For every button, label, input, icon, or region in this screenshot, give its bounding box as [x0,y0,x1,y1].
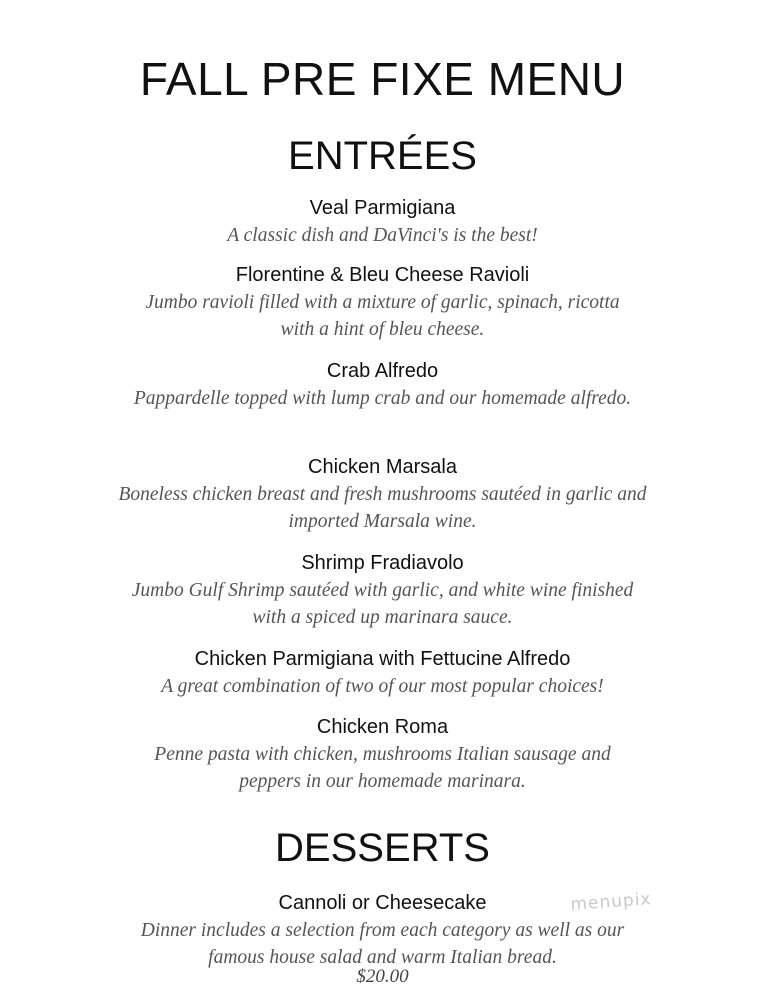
price-label: $20.00 [356,966,409,987]
item-description: Pappardelle topped with lump crab and our homemade alfredo. [133,388,632,409]
menu-item-shrimp-fradiavolo [0,549,765,631]
menu-item-florentine-ravioli [0,261,765,343]
item-description: Dinner includes a selection from each category as well as our famous house salad and warm Italian bread. [140,920,625,968]
item-name: Chicken Marsala [308,456,457,478]
desserts-heading: DESSERTS [275,826,490,870]
item-name: Chicken Roma [316,716,449,738]
item-description: Jumbo ravioli filled with a mixture of garlic, spinach, ricotta with a hint of bleu cheese. [145,292,620,340]
item-name: Cannoli or Cheesecake [278,892,487,914]
menu-item-chicken-parmigiana-fettucine [0,645,765,700]
item-name: Chicken Parmigiana with Fettucine Alfredo [194,648,571,670]
item-description: A great combination of two of our most popular choices! [161,676,604,697]
watermark-text: menupix [569,889,653,915]
menu-item-chicken-roma [0,713,765,795]
menu-title: FALL PRE FIXE MENU [139,53,626,105]
item-name: Shrimp Fradiavolo [301,552,464,574]
item-name: Crab Alfredo [326,360,439,382]
item-description: Penne pasta with chicken, mushrooms Italian sausage and peppers in our homemade marinara. [154,744,611,792]
item-description: A classic dish and DaVinci's is the best! [227,225,538,246]
item-description: Jumbo Gulf Shrimp sautéed with garlic, and white wine finished with a spiced up marinara sauce. [131,580,634,628]
menu-item-chicken-marsala [0,453,765,535]
menu-item-crab-alfredo [0,357,765,412]
menu-item-veal-parmigiana [0,194,765,249]
item-description: Boneless chicken breast and fresh mushrooms sautéed in garlic and imported Marsala wine. [118,484,647,532]
item-name: Florentine & Bleu Cheese Ravioli [235,264,530,286]
item-name: Veal Parmigiana [309,197,456,219]
entrees-heading: ENTRÉES [288,134,477,178]
